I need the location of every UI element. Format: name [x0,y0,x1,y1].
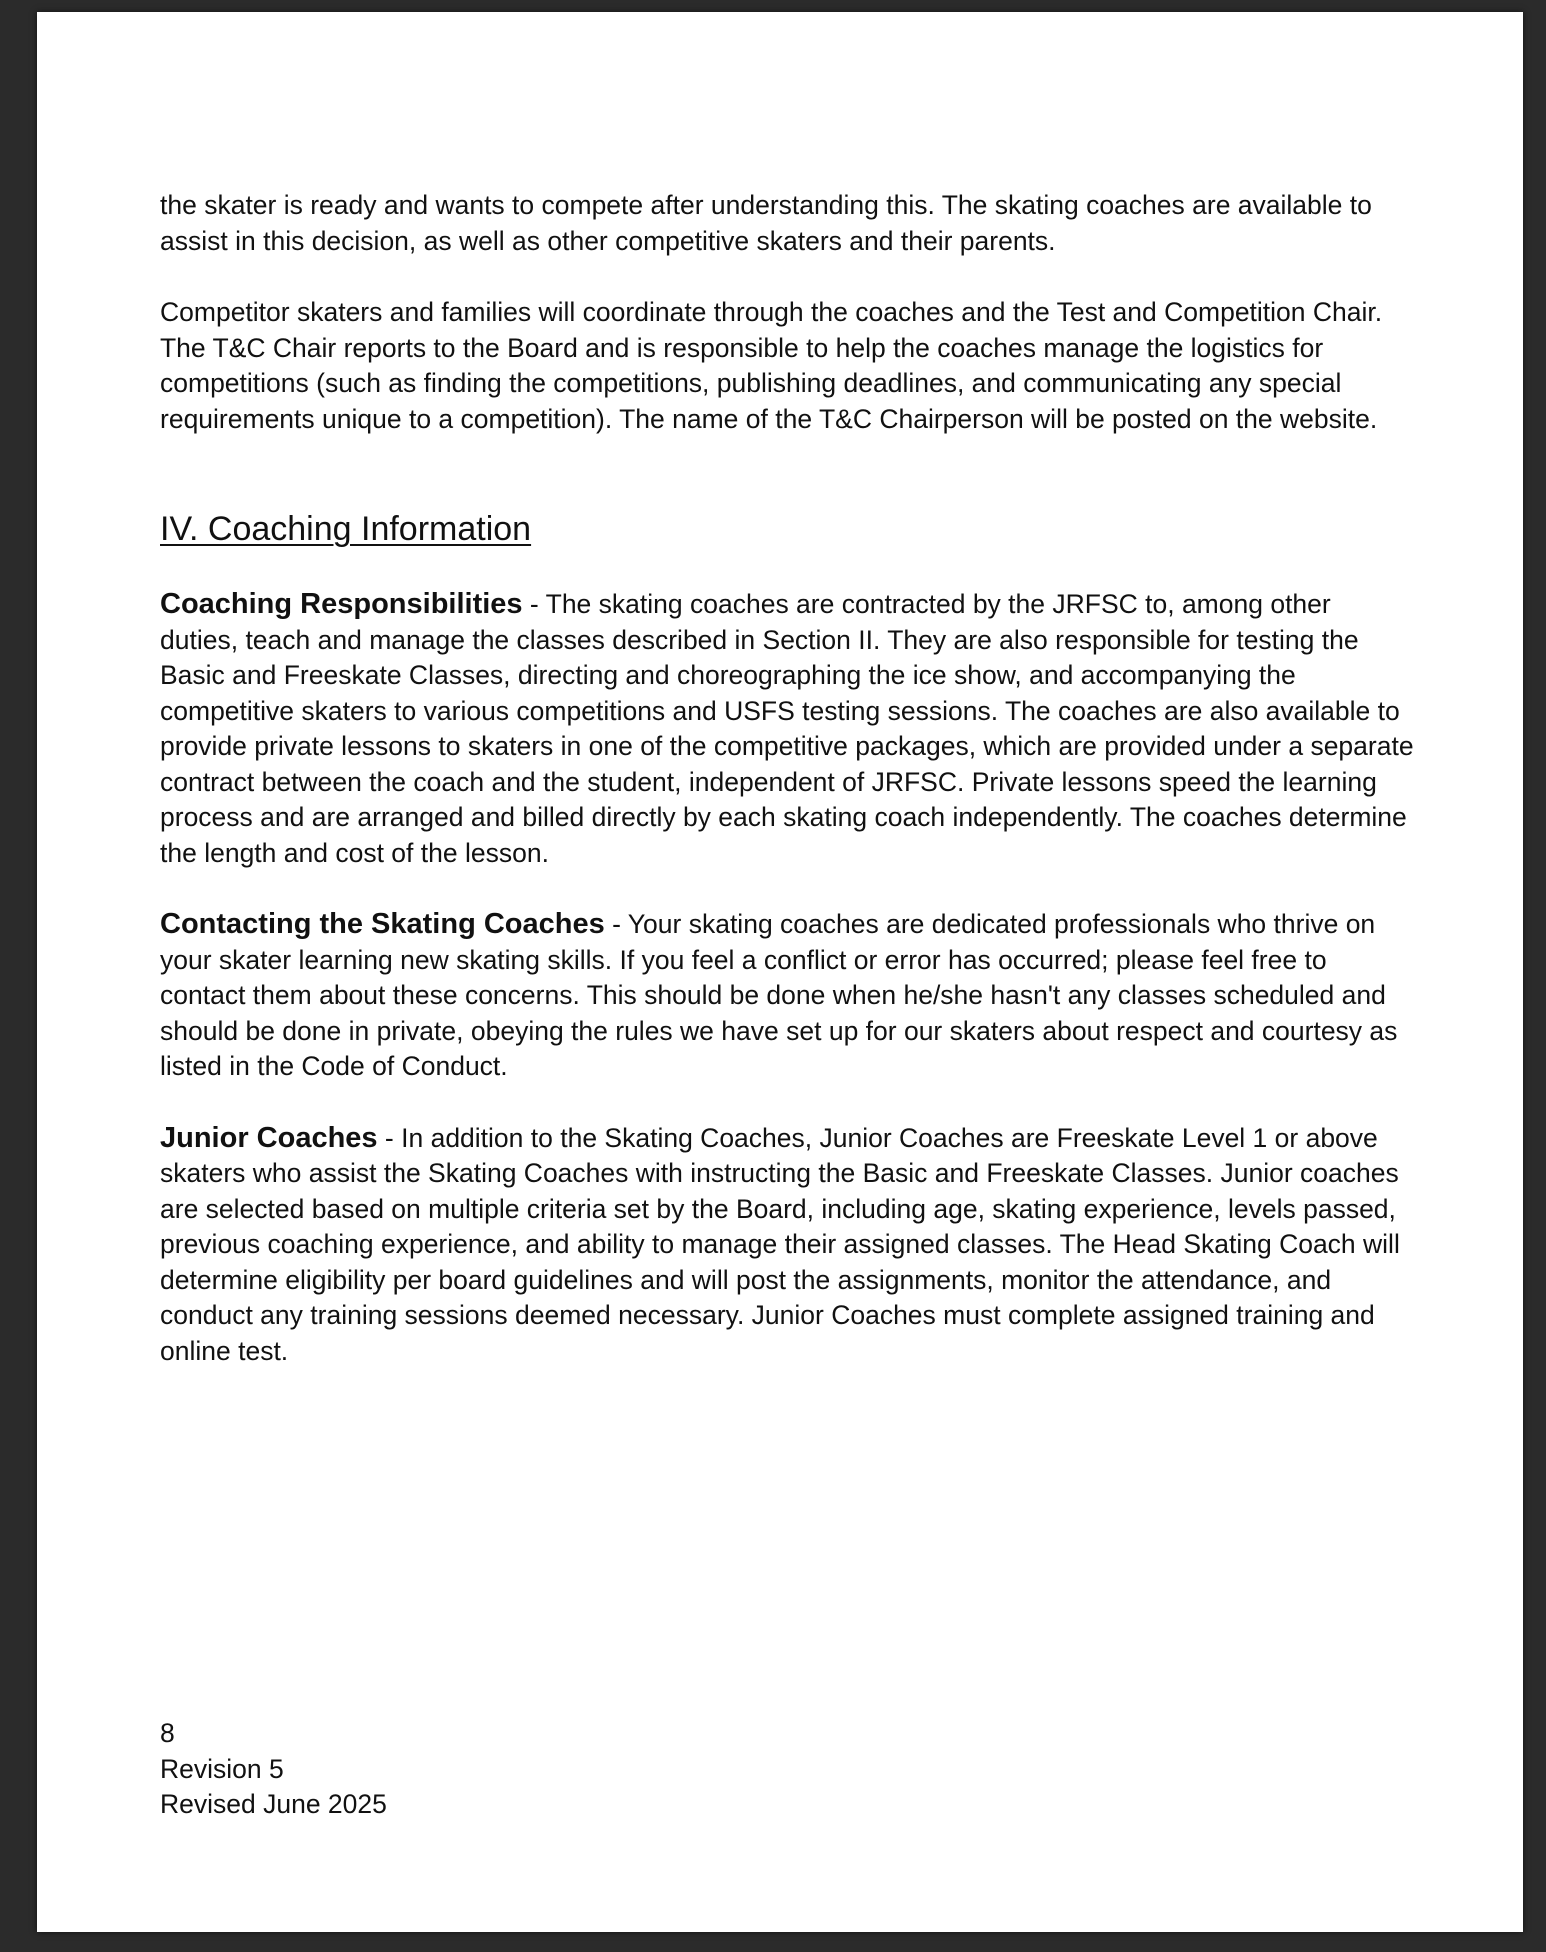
paragraph-skater-ready: the skater is ready and wants to compete after understanding this. The skating coaches are available to assist in this decision, as well as other competitive skaters and their parents. [160,190,1372,256]
text-contacting-coaches: - Your skating coaches are dedicated professionals who thrive on your skater learning new skating skills. If you feel a conflict or error has occurred; please feel free to contact them about these concerns. This should be done when he/she hasn't any classes scheduled and should be done in private, obeying the rules we have set up for our skaters about respect and courtesy as listed in the Code of Conduct. [160,909,1398,1081]
text-coaching-responsibilities: - The skating coaches are contracted by the JRFSC to, among other duties, teach and manage the classes described in Section II. They are also responsible for testing the Basic and Freeskate Classes, directing and choreographing the ice show, and accompanying the competitive skaters to various competitions and USFS testing sessions. The coaches are also available to provide private lessons to skaters in one of the competitive packages, which are provided under a separate contract between the coach and the student, independent of JRFSC. Private lessons speed the learning process and are arranged and billed directly by each skating coach independently. The coaches determine the length and cost of the lesson. [160,589,1414,868]
document-page [37,12,1523,1932]
page-footer [160,1716,387,1823]
paragraph-coaching-responsibilities [160,587,1415,871]
paragraph-competitor-skaters: Competitor skaters and families will coordinate through the coaches and the Test and Competition Chair. The T&C Chair reports to the Board and is responsible to help the coaches manage the logistics for competitions (such as finding the competitions, publishing deadlines, and communicating any special requirements unique to a competition). The name of the T&C Chairperson will be posted on the website. [160,297,1383,434]
revision-label: Revision 5 [160,1753,284,1784]
text-junior-coaches: - In addition to the Skating Coaches, Junior Coaches are Freeskate Level 1 or above skaters who assist the Skating Coaches with instructing the Basic and Freeskate Classes. Junior coaches are selected based on multiple criteria set by the Board, including age, skating experience, levels passed, previous coaching experience, and ability to manage their assigned classes. The Head Skating Coach will determine eligibility per board guidelines and will post the assignments, monitor the attendance, and conduct any training sessions deemed necessary. Junior Coaches must complete assigned training and online test. [160,1122,1400,1366]
lead-coaching-responsibilities: Coaching Responsibilities [160,588,523,620]
section-heading: IV. Coaching Information [160,510,532,548]
paragraph-contacting-coaches [160,907,1415,1085]
page-content [160,188,1415,1369]
page-number: 8 [160,1718,175,1748]
lead-junior-coaches: Junior Coaches [160,1121,378,1154]
lead-contacting-coaches: Contacting the Skating Coaches [160,908,605,940]
revised-date: Revised June 2025 [160,1789,387,1819]
paragraph-junior-coaches [160,1121,1415,1370]
